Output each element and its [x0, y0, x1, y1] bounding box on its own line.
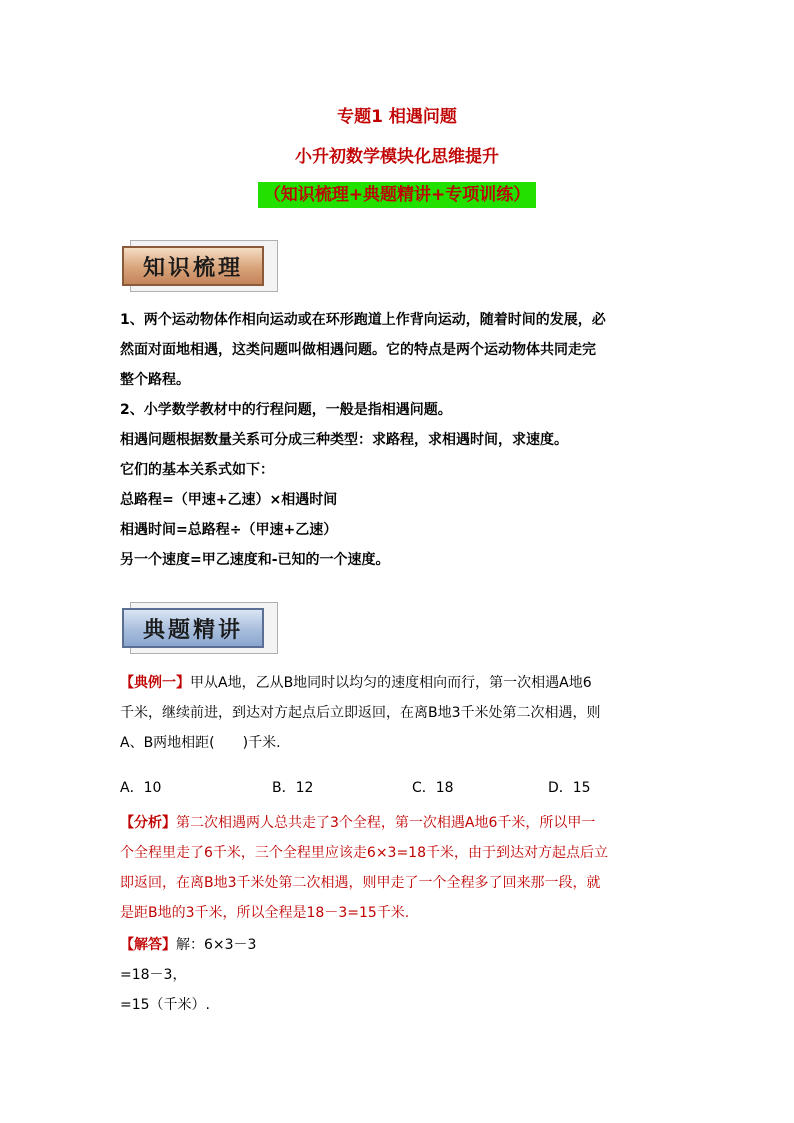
- answer-tag: 【解答】: [120, 937, 176, 953]
- analysis-block: [120, 808, 680, 928]
- answer-options: [120, 774, 680, 802]
- analysis-line: 第二次相遇两人总共走了3个全程，第一次相遇A地6千米，所以甲一: [176, 815, 596, 831]
- knowledge-p1-line: 1、两个运动物体作相向运动或在环形跑道上作背向运动，随着时间的发展，必: [120, 312, 606, 328]
- formula-meet-time: 相遇时间=总路程÷（甲速+乙速）: [120, 522, 338, 538]
- answer-line: =18－3，: [120, 967, 187, 983]
- analysis-line: 即返回，在离B地3千米处第二次相遇，则甲走了一个全程多了回来那一段，就: [120, 875, 601, 891]
- knowledge-p1-line: 整个路程。: [120, 372, 190, 388]
- analysis-line: 是距B地的3千米，所以全程是18－3=15千米.: [120, 905, 410, 921]
- answer-line: 解：6×3－3: [176, 937, 257, 953]
- option-c: C．18: [412, 780, 454, 796]
- section-banner-knowledge: [122, 238, 276, 292]
- section-banner-label: 典题精讲: [122, 608, 264, 648]
- knowledge-p1-line: 然面对面地相遇，这类问题叫做相遇问题。它的特点是两个运动物体共同走完: [120, 342, 596, 358]
- analysis-line: 个全程里走了6千米，三个全程里应该走6×3=18千米，由于到达对方起点后立: [120, 845, 608, 861]
- doc-title: 专题1 相遇问题: [337, 107, 457, 127]
- example-1-question: [120, 668, 680, 758]
- section-banner-label: 知识梳理: [122, 246, 264, 286]
- question-line: A、B两地相距( )千米.: [120, 735, 281, 751]
- answer-line: =15（千米）.: [120, 997, 210, 1013]
- doc-subtitle-highlight: （知识梳理+典题精讲+专项训练）: [258, 182, 537, 208]
- example-tag: 【典例一】: [120, 675, 190, 691]
- analysis-tag: 【分析】: [120, 815, 176, 831]
- option-b: B．12: [272, 780, 314, 796]
- option-a: A．10: [120, 780, 162, 796]
- formula-total-distance: 总路程=（甲速+乙速）×相遇时间: [120, 492, 338, 508]
- knowledge-p3: 相遇问题根据数量关系可分成三种类型：求路程，求相遇时间，求速度。: [120, 432, 568, 448]
- doc-subtitle: 小升初数学模块化思维提升: [295, 147, 499, 167]
- knowledge-p2: 2、小学数学教材中的行程问题，一般是指相遇问题。: [120, 402, 452, 418]
- answer-block: [120, 930, 680, 1020]
- knowledge-text: [120, 305, 680, 575]
- formula-other-speed: 另一个速度=甲乙速度和-已知的一个速度。: [120, 552, 390, 568]
- knowledge-p4: 它们的基本关系式如下：: [120, 462, 274, 478]
- section-banner-examples: [122, 600, 276, 654]
- title-block: [0, 104, 794, 208]
- question-line: 甲从A地，乙从B地同时以均匀的速度相向而行，第一次相遇A地6: [190, 675, 592, 691]
- option-d: D．15: [548, 780, 591, 796]
- question-line: 千米，继续前进，到达对方起点后立即返回，在离B地3千米处第二次相遇，则: [120, 705, 601, 721]
